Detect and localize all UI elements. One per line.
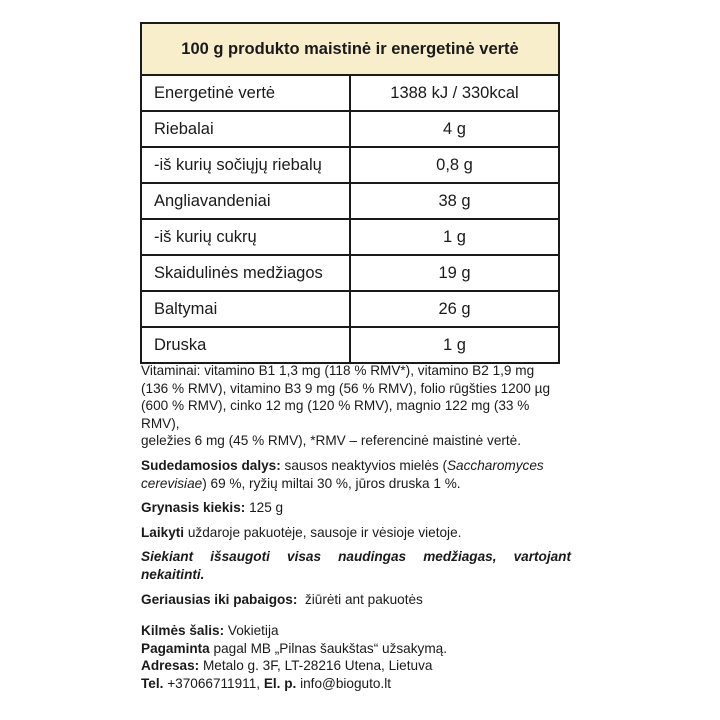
- nutrient-value: 26 g: [350, 291, 559, 327]
- vitamins-line-2: (136 % RMV), vitamino B3 9 mg (56 % RMV), folio rūgšties 1200 µg: [141, 380, 551, 396]
- info-text: [141, 362, 571, 693]
- best-before-paragraph: [141, 591, 571, 609]
- table-row: [141, 255, 559, 291]
- best-before-label: Geriausias iki pabaigos:: [141, 591, 298, 607]
- origin-paragraph: [141, 622, 571, 640]
- nutrient-value: 4 g: [350, 111, 559, 147]
- table-row: [141, 147, 559, 183]
- nutrient-label: Druska: [141, 327, 350, 363]
- nutrient-value: 38 g: [350, 183, 559, 219]
- nutrient-value: 0,8 g: [350, 147, 559, 183]
- nutrition-body: [141, 75, 559, 363]
- nutrient-value: 1 g: [350, 219, 559, 255]
- ingredients-text-2: ) 69 %, ryžių miltai 30 %, jūros druska 1 %.: [202, 475, 461, 491]
- address-label: Adresas:: [141, 658, 200, 674]
- ingredients-italic-1: Saccharomyces: [446, 457, 544, 473]
- nutrient-label: Baltymai: [141, 291, 350, 327]
- ingredients-paragraph: [141, 457, 571, 492]
- address-paragraph: [141, 657, 571, 675]
- storage-label: Laikyti: [141, 524, 185, 540]
- table-row: [141, 291, 559, 327]
- phone-value: +37066711911,: [163, 675, 264, 691]
- net-weight-value: 125 g: [245, 500, 284, 516]
- nutrient-label: Skaidulinės medžiagos: [141, 255, 350, 291]
- nutrient-value: 19 g: [350, 255, 559, 291]
- ingredients-label: Sudedamosios dalys:: [141, 457, 281, 473]
- storage-value: uždaroje pakuotėje, sausoje ir vėsioje vietoje.: [184, 524, 462, 540]
- table-row: [141, 75, 559, 111]
- vitamins-line-3: (600 % RMV), cinko 12 mg (120 % RMV), magnio 122 mg (33 % RMV),: [141, 398, 530, 431]
- nutrient-label: Riebalai: [141, 111, 350, 147]
- nutrient-value: 1 g: [350, 327, 559, 363]
- table-row: [141, 183, 559, 219]
- manufacturer-label: Pagaminta: [141, 640, 210, 656]
- nutrient-label: -iš kurių sočiųjų riebalų: [141, 147, 350, 183]
- nutrition-table: [140, 22, 560, 364]
- advice-paragraph: [141, 548, 571, 583]
- storage-paragraph: [141, 524, 571, 542]
- nutrient-value: 1388 kJ / 330kcal: [350, 75, 559, 111]
- best-before-value: žiūrėti ant pakuotės: [297, 591, 423, 607]
- ingredients-italic-2: cerevisiae: [141, 475, 203, 491]
- nutrient-label: Energetinė vertė: [141, 75, 350, 111]
- nutrient-label: -iš kurių cukrų: [141, 219, 350, 255]
- address-value: Metalo g. 3F, LT-28216 Utena, Lietuva: [199, 658, 433, 674]
- advice-text: Siekiant išsaugoti visas naudingas medžiagas, vartojant nekaitinti.: [141, 549, 571, 582]
- email-value: info@bioguto.lt: [296, 675, 391, 691]
- table-row: [141, 111, 559, 147]
- table-row: [141, 327, 559, 363]
- net-weight-paragraph: [141, 499, 571, 517]
- manufacturer-value: pagal MB „Pilnas šaukštas“ užsakymą.: [209, 640, 447, 656]
- email-label: El. p.: [263, 675, 297, 691]
- vitamins-line-4: geležies 6 mg (45 % RMV), *RMV – referencinė maistinė vertė.: [141, 433, 522, 449]
- net-weight-label: Grynasis kiekis:: [141, 500, 246, 516]
- table-row: [141, 219, 559, 255]
- contacts-paragraph: [141, 675, 571, 693]
- vitamins-paragraph: [141, 362, 571, 450]
- origin-label: Kilmės šalis:: [141, 623, 225, 639]
- table-header-row: [141, 23, 559, 75]
- phone-label: Tel.: [141, 675, 164, 691]
- vitamins-line-1: Vitaminai: vitamino B1 1,3 mg (118 % RMV*), vitamino B2 1,9 mg: [141, 363, 535, 378]
- nutrient-label: Angliavandeniai: [141, 183, 350, 219]
- origin-value: Vokietija: [224, 623, 279, 639]
- ingredients-text-1: sausos neaktyvios mielės (: [280, 457, 447, 473]
- table-header: 100 g produkto maistinė ir energetinė vertė: [141, 23, 559, 75]
- manufacturer-paragraph: [141, 640, 571, 658]
